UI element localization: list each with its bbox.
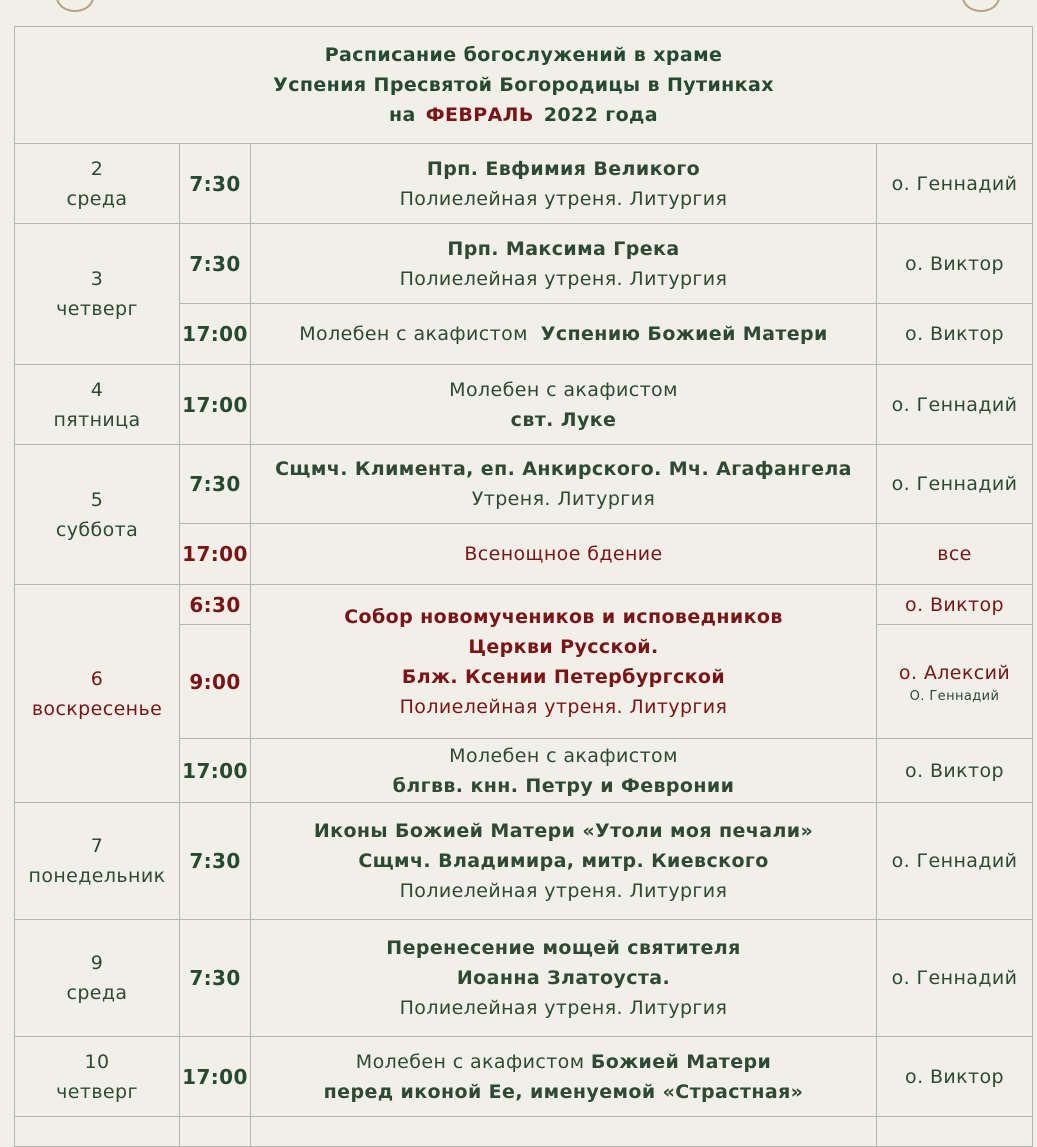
service-cell — [251, 585, 877, 739]
time-cell: 7:30 — [180, 803, 251, 920]
time-cell: 7:30 — [180, 920, 251, 1037]
table-row — [15, 365, 1033, 445]
title-year: 2022 года — [543, 104, 658, 126]
service-name: Полиелейная утреня. Литургия — [399, 267, 728, 290]
service-name: Полиелейная утреня. Литургия — [399, 187, 728, 210]
feast-title: Божией Матери — [590, 1050, 772, 1073]
weekday: пятница — [53, 408, 141, 431]
date-cell — [15, 365, 180, 445]
weekday: суббота — [55, 518, 139, 541]
service-cell — [251, 445, 877, 524]
priest-cell: о. Виктор — [877, 585, 1033, 625]
service-cell — [251, 365, 877, 445]
empty-cell — [15, 1117, 180, 1147]
feast-title: свт. Луке — [510, 408, 617, 431]
priest-note: О. Геннадий — [909, 688, 1000, 704]
title-month: ФЕВРАЛЬ — [425, 104, 534, 126]
feast-title: Сщмч. Владимира, митр. Киевского — [358, 850, 769, 872]
service-line — [251, 1047, 876, 1077]
feast-title: Успению Божией Матери — [540, 323, 828, 345]
date-cell — [15, 144, 180, 224]
table-row — [15, 445, 1033, 524]
title-prefix: на — [389, 104, 416, 126]
time-cell: 6:30 — [180, 585, 251, 625]
feast-title: Сщмч. Климента, еп. Анкирского. Мч. Агафангела — [275, 458, 852, 480]
feast-title: Перенесение мощей святителя — [386, 937, 741, 959]
table-row — [15, 1037, 1033, 1117]
ornament-right — [962, 0, 1000, 12]
service-cell — [251, 739, 877, 803]
service-name: Молебен с акафистом — [355, 1050, 585, 1073]
service-cell — [251, 920, 877, 1037]
service-name: Молебен с акафистом — [449, 378, 678, 401]
service-cell — [251, 304, 877, 365]
service-cell: Всенощное бдение — [251, 524, 877, 585]
date-cell — [15, 445, 180, 585]
time-cell: 17:00 — [180, 524, 251, 585]
priest-cell: о. Геннадий — [877, 144, 1033, 224]
service-name: Утреня. Литургия — [471, 488, 656, 510]
day-number: 4 — [90, 378, 104, 401]
feast-title: Собор новомучеников и исповедников — [344, 605, 783, 628]
day-number: 9 — [90, 952, 104, 974]
time-cell: 7:30 — [180, 445, 251, 524]
table-row — [15, 144, 1033, 224]
priest-cell: о. Виктор — [877, 739, 1033, 803]
table-row-partial — [15, 1117, 1033, 1147]
schedule-title — [15, 27, 1033, 144]
table-row — [15, 585, 1033, 625]
date-cell — [15, 920, 180, 1037]
weekday: среда — [66, 982, 128, 1004]
priest-name: о. Алексий — [898, 661, 1011, 684]
time-cell: 7:30 — [180, 144, 251, 224]
weekday: среда — [66, 187, 128, 210]
priest-cell: о. Геннадий — [877, 803, 1033, 920]
empty-cell — [251, 1117, 877, 1147]
weekday: четверг — [56, 298, 138, 320]
time-cell: 7:30 — [180, 224, 251, 304]
title-line-2: Успения Пресвятой Богородицы в Путинках — [273, 74, 774, 96]
date-cell — [15, 803, 180, 920]
day-number: 7 — [90, 835, 104, 857]
service-cell — [251, 803, 877, 920]
title-line-1: Расписание богослужений в храме — [324, 44, 723, 66]
service-name: Полиелейная утреня. Литургия — [399, 997, 728, 1019]
service-name: Молебен с акафистом — [449, 744, 678, 767]
ornament-left — [56, 0, 94, 12]
service-name: Полиелейная утреня. Литургия — [399, 880, 728, 902]
priest-cell: все — [877, 524, 1033, 585]
feast-title: Иоанна Златоуста. — [456, 967, 671, 989]
title-line-3 — [15, 100, 1032, 130]
day-number: 6 — [90, 667, 104, 690]
time-cell: 17:00 — [180, 1037, 251, 1117]
priest-cell — [877, 625, 1033, 739]
day-number: 3 — [90, 268, 104, 290]
priest-cell: о. Геннадий — [877, 365, 1033, 445]
date-cell — [15, 585, 180, 803]
feast-title: Прп. Евфимия Великого — [426, 157, 701, 180]
table-row — [15, 920, 1033, 1037]
date-cell — [15, 1037, 180, 1117]
service-cell — [251, 224, 877, 304]
service-name: Молебен с акафистом — [299, 323, 528, 345]
weekday: воскресенье — [31, 697, 163, 720]
feast-title: Прп. Максима Грека — [447, 237, 680, 260]
empty-cell — [877, 1117, 1033, 1147]
priest-cell: о. Виктор — [877, 1037, 1033, 1117]
day-number: 5 — [90, 488, 104, 511]
feast-title: Церкви Русской. — [468, 635, 659, 658]
time-cell: 17:00 — [180, 365, 251, 445]
feast-title: Блж. Ксении Петербургской — [401, 665, 726, 688]
priest-cell: о. Виктор — [877, 304, 1033, 365]
time-cell: 17:00 — [180, 304, 251, 365]
empty-cell — [180, 1117, 251, 1147]
date-cell — [15, 224, 180, 365]
weekday: понедельник — [28, 865, 166, 887]
feast-title: Иконы Божией Матери «Утоли моя печали» — [313, 820, 814, 842]
priest-cell: о. Геннадий — [877, 445, 1033, 524]
weekday: четверг — [56, 1080, 138, 1103]
time-cell: 17:00 — [180, 739, 251, 803]
day-number: 10 — [84, 1050, 110, 1073]
priest-cell: о. Виктор — [877, 224, 1033, 304]
time-cell: 9:00 — [180, 625, 251, 739]
service-cell — [251, 1037, 877, 1117]
day-number: 2 — [90, 157, 104, 180]
schedule-table — [14, 26, 1033, 1147]
table-row — [15, 803, 1033, 920]
service-cell — [251, 144, 877, 224]
service-name: Полиелейная утреня. Литургия — [399, 695, 728, 718]
feast-title: перед иконой Ее, именуемой «Страстная» — [323, 1080, 804, 1103]
table-row — [15, 224, 1033, 304]
priest-cell: о. Геннадий — [877, 920, 1033, 1037]
feast-title: блгвв. кнн. Петру и Февронии — [392, 774, 735, 797]
schedule-header-row — [15, 27, 1033, 144]
